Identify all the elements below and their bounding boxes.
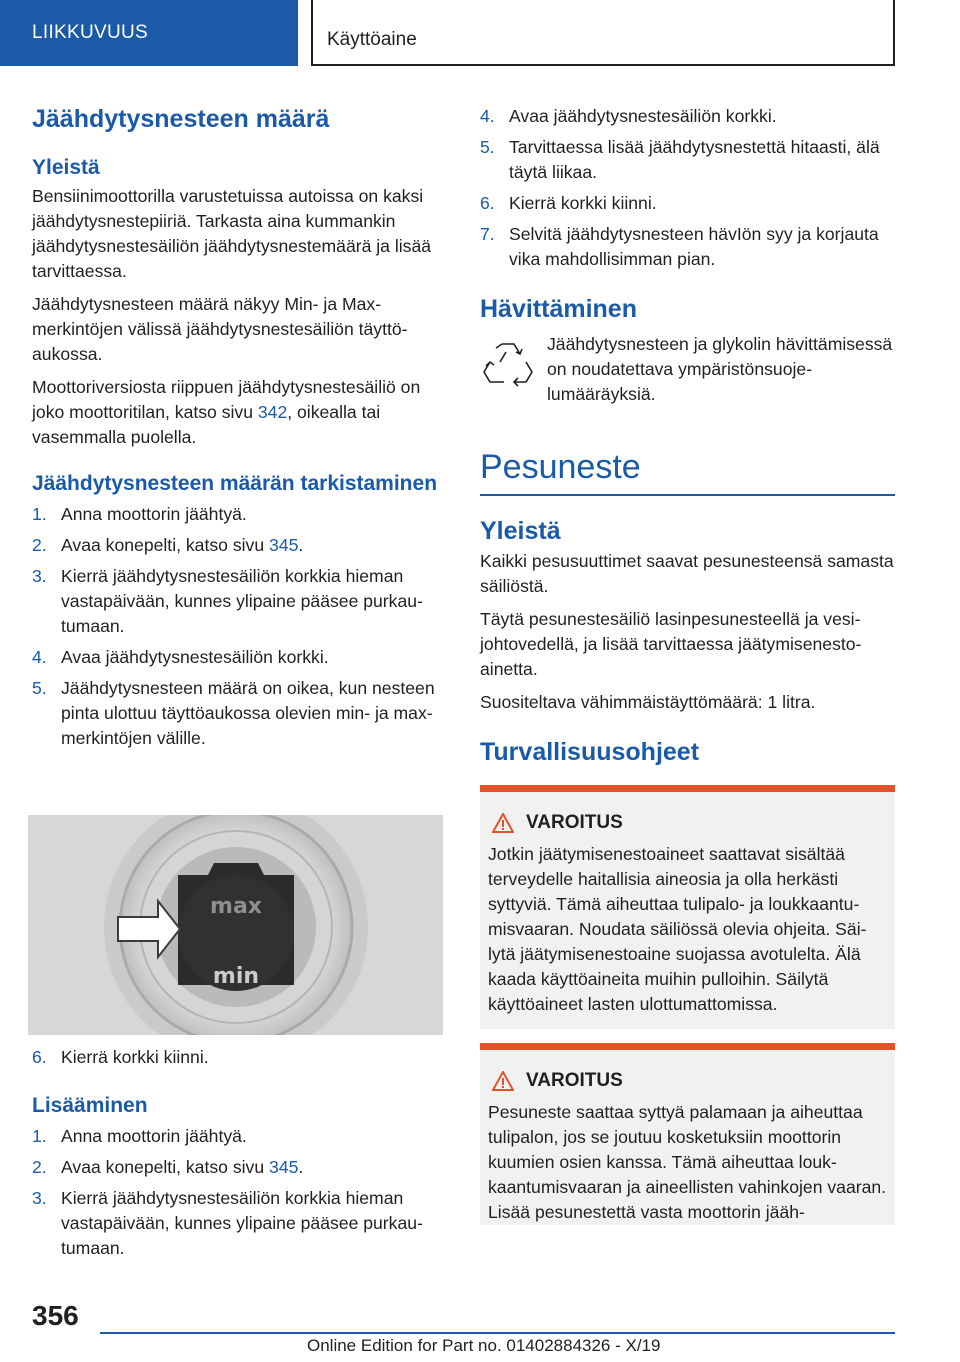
- max-label: max: [210, 894, 262, 919]
- edition-text: Online Edition for Part no. 01402884326 - X/19: [307, 1336, 661, 1355]
- check-steps-list: [32, 502, 442, 751]
- add-heading: Lisääminen: [32, 1094, 148, 1117]
- list-item: 4. Avaa jäähdytysnestesäiliön korkki.: [480, 106, 777, 126]
- list-item: 6. Kierrä korkki kiinni.: [32, 1047, 209, 1067]
- list-item: 5. Jäähdytysnesteen määrä on oikea, kun nesteen pinta ulottuu täyttöaukossa olevien min- ja max-merkintöjen välille.: [32, 678, 435, 748]
- warning-box-1: [480, 785, 895, 1029]
- list-item: 4. Avaa jäähdytysnestesäiliön korkki.: [32, 647, 329, 667]
- list-item: 1. Anna moottorin jäähtyä.: [32, 504, 247, 524]
- list-item: 2. Avaa konepelti, katso sivu 345.: [32, 1157, 304, 1177]
- paragraph-3: Moottoriversiosta riippuen jäähdytysnestesäiliö on joko moottoritilan, katso sivu 342, oikealla tai vasemmalla puolella.: [32, 377, 421, 447]
- coolant-reservoir-photo: [28, 815, 443, 1035]
- section-label: LIIKKUVUUS: [32, 22, 148, 43]
- left-column: [32, 96, 442, 751]
- chapter-label: Käyttöaine: [327, 29, 417, 50]
- page-link-342[interactable]: 342: [257, 402, 288, 422]
- warning-box-2: [480, 1043, 895, 1225]
- check-heading: Jäähdytysnesteen määrän tarkistaminen: [32, 472, 438, 495]
- paragraph-2: Jäähdytysnesteen määrä näkyy Min- ja Max-merkintöjen välissä jäähdytysnestesäiliön täyttöaukossa.: [32, 294, 408, 364]
- washer-fluid-heading: Pesuneste: [480, 448, 641, 486]
- list-item: 6. Kierrä korkki kiinni.: [480, 193, 657, 213]
- list-item: 7. Selvitä jäähdytysnesteen hävIön syy ja korjauta vika mahdollisimman pian.: [480, 224, 879, 269]
- chapter-tab: [311, 0, 895, 66]
- footer-rule: [100, 1332, 895, 1334]
- list-item: 3. Kierrä jäähdytysnestesäiliön korkkia hieman vastapäivään, kunnes ylipaine pääsee purkautumaan.: [32, 1188, 423, 1258]
- reservoir-illustration: [28, 815, 443, 1035]
- page-number: 356: [32, 1300, 79, 1331]
- safety-heading: Turvallisuusohjeet: [480, 738, 700, 766]
- heading-rule: [480, 494, 895, 496]
- general-heading-right: Yleistä: [480, 517, 561, 545]
- warning-text: Pesuneste saattaa syttyä palamaan ja aiheuttaa tulipalon, jos se joutuu kosketuksiin moottorin kuumien osien kanssa. Tämä aiheuttaa loukkaantumisvaaran ja aineellisten vahinkojen vaaran. Lisää pesunestettä vasta moottorin jääh-: [488, 1102, 887, 1222]
- recycle-icon: [482, 336, 534, 388]
- paragraph-1: Bensiinimoottorilla varustetuissa autoissa on kaksi jäähdytysnestepiiriä. Tarkasta aina kummankin jäähdytysnestesäiliön jäähdytysnestemäärä ja lisää tarvittaessa.: [32, 186, 432, 281]
- warning-triangle-icon: [492, 813, 514, 833]
- left-column-lower: [32, 1045, 442, 1261]
- coolant-level-heading: Jäähdytysnesteen määrä: [32, 105, 330, 133]
- add-steps-cont-list: [480, 104, 895, 272]
- page-link-345[interactable]: 345: [269, 535, 299, 555]
- list-item: 1. Anna moottorin jäähtyä.: [32, 1126, 247, 1146]
- warning-title: VAROITUS: [526, 812, 623, 833]
- list-item: 5. Tarvittaessa lisää jäähdytysnestettä hitaasti, älä täytä liikaa.: [480, 137, 880, 182]
- disposal-heading: Hävittäminen: [480, 295, 637, 323]
- washer-paragraph-1: Kaikki pesusuuttimet saavat pesunesteensä samasta säiliöstä.: [480, 551, 894, 596]
- disposal-text: Jäähdytysnesteen ja glykolin hävittämisessä on noudatettava ympäristönsuojelumääräyksiä.: [547, 334, 893, 404]
- right-column: [480, 104, 895, 1225]
- list-item: 3. Kierrä jäähdytysnestesäiliön korkkia hieman vastapäivään, kunnes ylipaine pääsee purkautumaan.: [32, 566, 423, 636]
- washer-paragraph-3: Suositeltava vähimmäistäyttömäärä: 1 litra.: [480, 692, 816, 712]
- min-label: min: [212, 964, 260, 989]
- warning-triangle-icon: [492, 1071, 514, 1091]
- step6-list: [32, 1045, 442, 1070]
- warning-title: VAROITUS: [526, 1070, 623, 1091]
- washer-paragraph-2: Täytä pesunestesäiliö lasinpesunesteellä ja vesijohtovedellä, ja lisää tarvittaessa jäätymisenestoainetta.: [480, 609, 862, 679]
- disposal-block: [480, 332, 895, 410]
- general-heading-left: Yleistä: [32, 156, 100, 179]
- list-item: 2. Avaa konepelti, katso sivu 345.: [32, 535, 304, 555]
- warning-text: Jotkin jäätymisenestoaineet saattavat sisältää terveydelle haitallisia aineosia ja olla herkästi syttyviä. Tämä aiheuttaa tulipalo- ja loukkaantumisvaaran. Noudata säiliössä olevia ohjeita. Säilytä jäätymisenestoaine suojassa avotulelta. Älä kaada käyttöaineita muihin pulloihin. Säilytä käyttöaineet lasten ulottumattomissa.: [488, 844, 867, 1014]
- section-tab: [0, 0, 298, 66]
- add-steps-list: [32, 1124, 442, 1261]
- page-link-345[interactable]: 345: [269, 1157, 299, 1177]
